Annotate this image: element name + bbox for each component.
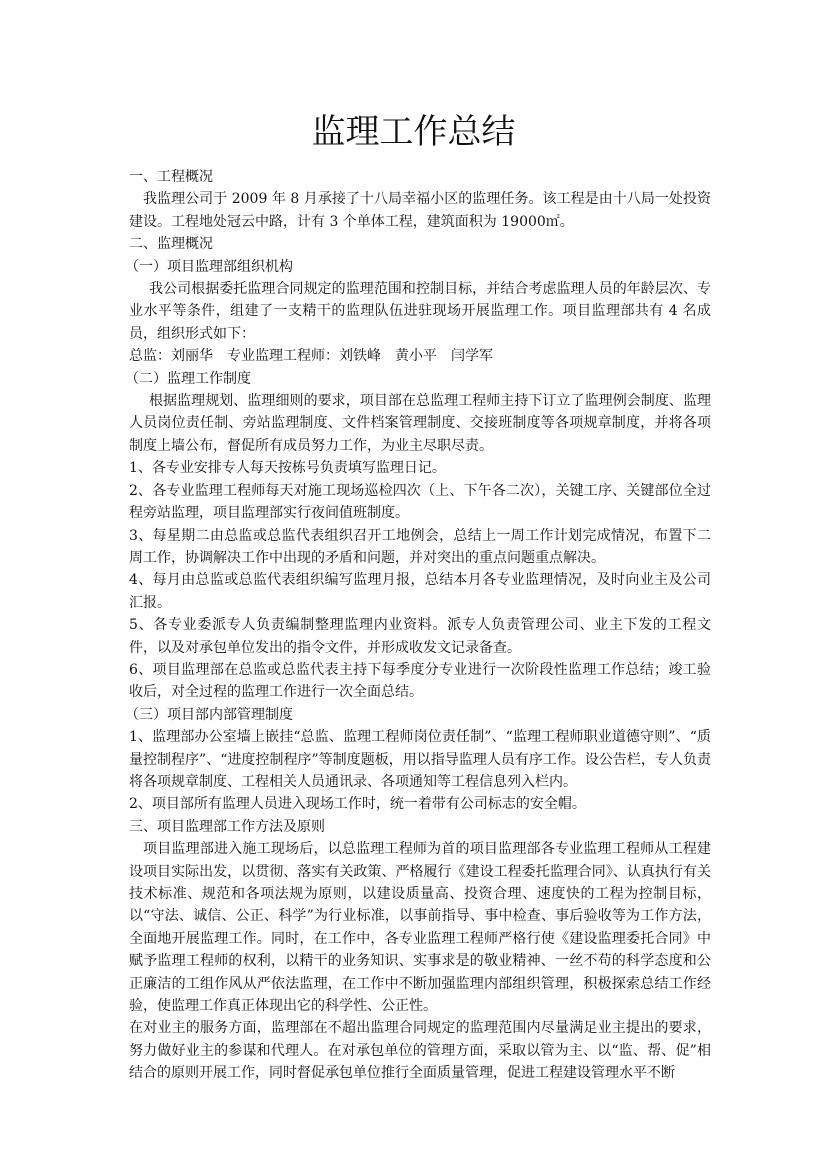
paragraph: 根据监理规划、监理细则的要求，项目部在总监理工程师主持下订立了监理例会制度、监理人员岗位责任制、旁站监理制度、文件档案管理制度、交接班制度等各项规章制度，并将各项制度上墙公布，督促所有成员努力工作，为业主尽职尽责。 bbox=[129, 393, 711, 454]
subsection-heading: （二）监理工作制度 bbox=[125, 370, 251, 387]
subsection-heading: （三）项目部内部管理制度 bbox=[125, 706, 293, 723]
paragraph: 总监：刘丽华 专业监理工程师：刘铁峰 黄小平 闫学军 bbox=[129, 348, 493, 365]
section-heading: 三、项目监理部工作方法及原则 bbox=[129, 818, 325, 835]
list-item: 5、各专业委派专人负责编制整理监理内业资料。派专人负责管理公司、业主下发的工程文件，以及对承包单位发出的指令文件，并形成收发文记录备查。 bbox=[129, 617, 711, 656]
paragraph: 我公司根据委托监理合同规定的监理范围和控制目标，并结合考虑监理人员的年龄层次、专业水平等条件，组建了一支精干的监理队伍进驻现场开展监理工作。项目监理部共有 4 名成员，组织形式如下： bbox=[129, 281, 711, 342]
paragraph: 在对业主的服务方面，监理部在不超出监理合同规定的监理范围内尽量满足业主提出的要求，努力做好业主的参谋和代理人。在对承包单位的管理方面，采取以管为主、以“监、帮、促”相结合的原则开展工作，同时督促承包单位推行全面质量管理，促进工程建设管理水平不断 bbox=[129, 1020, 711, 1082]
paragraph: 项目监理部进入施工现场后，以总监理工程师为首的项目监理部各专业监理工程师从工程建设项目实际出发，以贯彻、落实有关政策、严格履行《建设工程委托监理合同》、认真执行有关技术标准、规范和各项法规为原则，以建设质量高、投资合理、速度快的工程为控制目标，以“守法、诚信、公正、科学”为行业标准，以事前指导、事中检查、事后验收等为工作方法，全面地开展监理工作。同时，在工作中，各专业监理工程师严格行使《建设监理委托合同》中赋予监理工程师的权利，以精干的业务知识、实事求是的敬业精神、一丝不苟的科学态度和公正廉洁的工组作风从严依法监理，在工作中不断加强监理内部组织管理，积极探索总结工作经验，使监理工作真正体现出它的科学性、公正性。 bbox=[129, 841, 711, 1015]
list-item: 1、监理部办公室墙上嵌挂“总监、监理工程师岗位责任制”、“监理工程师职业道德守则”、“质量控制程序”、“进度控制程序”等制度题板，用以指导监理人员有序工作。设公告栏，专人负责将各项规章制度、工程相关人员通讯录、各项通知等工程信息列入栏内。 bbox=[129, 729, 711, 790]
paragraph: 我监理公司于 2009 年 8 月承接了十八局幸福小区的监理任务。该工程是由十八局一处投资建设。工程地处冠云中路，计有 3 个单体工程，建筑面积为 19000㎡。 bbox=[129, 191, 711, 230]
list-item: 6、项目监理部在总监或总监代表主持下每季度分专业进行一次阶段性监理工作总结；竣工验收后，对全过程的监理工作进行一次全面总结。 bbox=[129, 661, 711, 701]
subsection-heading: （一）项目监理部组织机构 bbox=[125, 258, 293, 275]
list-item: 2、各专业监理工程师每天对施工现场巡检四次（上、下午各二次），关键工序、关键部位全过程旁站监理，项目监理部实行夜间值班制度。 bbox=[129, 482, 711, 522]
list-item: 1、各专业安排专人每天按栋号负责填写监理日记。 bbox=[129, 460, 446, 477]
section-heading: 一、工程概况 bbox=[129, 169, 213, 185]
list-item: 4、每月由总监或总监代表组织编写监理月报，总结本月各专业监理情况，及时向业主及公司汇报。 bbox=[129, 572, 711, 611]
document-body bbox=[125, 166, 711, 1085]
list-item: 2、项目部所有监理人员进入现场工作时，统一着带有公司标志的安全帽。 bbox=[129, 796, 586, 813]
document-title: 监理工作总结 bbox=[311, 112, 516, 152]
section-heading: 二、监理概况 bbox=[129, 236, 213, 253]
list-item: 3、每星期二由总监或总监代表组织召开工地例会，总结上一周工作计划完成情况，布置下二周工作，协调解决工作中出现的矛盾和问题，并对突出的重点问题重点解决。 bbox=[129, 527, 711, 566]
